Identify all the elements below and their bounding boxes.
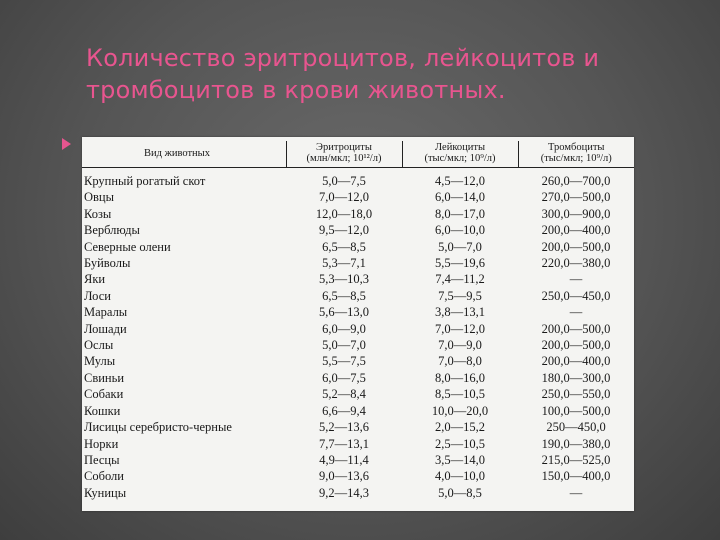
cell-species: Верблюды: [84, 223, 140, 238]
cell-erythrocytes: 5,0—7,5: [322, 174, 366, 188]
table-row: [82, 386, 634, 402]
cell-species: Лисицы серебристо-черные: [84, 420, 232, 435]
cell-erythrocytes: 7,0—12,0: [319, 190, 369, 205]
cell-species: Овцы: [84, 190, 115, 205]
cell-platelets: 150,0—400,0: [541, 469, 611, 484]
cell-leukocytes: 6,0—14,0: [435, 190, 485, 205]
table-row: [82, 222, 634, 238]
cell-platelets: 300,0—900,0: [541, 206, 611, 221]
cell-erythrocytes: 5,0—7,0: [322, 338, 366, 353]
cell-erythrocytes: 6,5—8,5: [322, 288, 366, 303]
cell-platelets: 200,0—400,0: [541, 354, 611, 369]
cell-erythrocytes: 7,7—13,1: [319, 436, 369, 451]
cell-erythrocytes: 5,3—7,1: [322, 256, 366, 271]
cell-erythrocytes: 6,6—9,4: [322, 403, 366, 418]
cell-erythrocytes: 6,0—7,5: [322, 370, 366, 385]
cell-platelets: —: [569, 272, 583, 287]
cell-platelets: 220,0—380,0: [541, 256, 611, 271]
cell-species: Козы: [84, 206, 112, 221]
table-row: [82, 468, 634, 484]
cell-leukocytes: 7,0—12,0: [435, 321, 485, 336]
cell-leukocytes: 8,0—17,0: [435, 206, 485, 221]
cell-species: Кошки: [84, 403, 121, 418]
cell-erythrocytes: 12,0—18,0: [315, 206, 373, 221]
cell-leukocytes: 8,5—10,5: [435, 387, 485, 402]
cell-leukocytes: 3,5—14,0: [435, 452, 485, 467]
cell-species: Песцы: [84, 452, 120, 467]
table-row: [82, 271, 634, 287]
cell-platelets: —: [569, 485, 583, 500]
cell-erythrocytes: 9,0—13,6: [319, 469, 369, 484]
cell-platelets: 200,0—500,0: [541, 239, 611, 254]
cell-leukocytes: 5,0—7,0: [438, 239, 482, 254]
slide-title-line-1: Количество эритроцитов, лейкоцитов и: [86, 44, 600, 72]
cell-platelets: 200,0—500,0: [541, 321, 611, 336]
table-row: [82, 206, 634, 222]
cell-species: Соболи: [84, 469, 124, 484]
table-row: [82, 452, 634, 468]
cell-platelets: 250,0—550,0: [541, 387, 611, 402]
cell-leukocytes: 10,0—20,0: [431, 403, 489, 418]
cell-erythrocytes: 9,2—14,3: [319, 485, 369, 500]
cell-leukocytes: 4,0—10,0: [435, 469, 485, 484]
cell-leukocytes: 2,0—15,2: [435, 420, 485, 435]
cell-erythrocytes: 5,3—10,3: [319, 272, 369, 287]
cell-platelets: 180,0—300,0: [541, 370, 611, 385]
header-species: Вид животных: [82, 141, 286, 168]
table-row: [82, 189, 634, 205]
table-row: [82, 436, 634, 452]
table-row: [82, 304, 634, 320]
cell-species: Собаки: [84, 387, 124, 402]
cell-leukocytes: 4,5—12,0: [435, 174, 485, 188]
cell-platelets: 200,0—400,0: [541, 223, 611, 238]
table-row: [82, 239, 634, 255]
table-row: [82, 370, 634, 386]
cell-species: Яки: [84, 272, 106, 287]
cell-leukocytes: 2,5—10,5: [435, 436, 485, 451]
table-header-row: [82, 141, 634, 168]
table-row: [82, 419, 634, 435]
table-row: [82, 353, 634, 369]
blood-cells-table: [82, 141, 634, 501]
cell-platelets: 270,0—500,0: [541, 190, 611, 205]
table-row: [82, 288, 634, 304]
cell-leukocytes: 6,0—10,0: [435, 223, 485, 238]
cell-platelets: 100,0—500,0: [541, 403, 611, 418]
header-erythrocytes: Эритроциты (млн/мкл; 10¹²/л): [286, 141, 402, 168]
cell-species: Крупный рогатый скот: [84, 174, 206, 188]
slide-title-line-2: тромбоцитов в крови животных.: [86, 76, 506, 104]
cell-erythrocytes: 5,2—13,6: [319, 420, 369, 435]
cell-species: Лошади: [84, 321, 127, 336]
cell-leukocytes: 8,0—16,0: [435, 370, 485, 385]
cell-erythrocytes: 5,5—7,5: [322, 354, 366, 369]
cell-species: Лоси: [84, 288, 111, 303]
cell-species: Норки: [84, 436, 119, 451]
cell-platelets: 260,0—700,0: [541, 174, 611, 188]
cell-leukocytes: 7,5—9,5: [438, 288, 482, 303]
header-leukocytes: Лейкоциты (тыс/мкл; 10⁹/л): [402, 141, 518, 168]
cell-erythrocytes: 5,6—13,0: [319, 305, 369, 320]
cell-leukocytes: 5,0—8,5: [438, 485, 482, 500]
cell-platelets: 190,0—380,0: [541, 436, 611, 451]
cell-leukocytes: 7,4—11,2: [435, 272, 485, 287]
cell-erythrocytes: 5,2—8,4: [322, 387, 366, 402]
cell-platelets: —: [569, 305, 583, 320]
cell-species: Северные олени: [84, 239, 171, 254]
table-row: [82, 321, 634, 337]
bullet-arrow-icon: [62, 138, 71, 150]
cell-erythrocytes: 6,5—8,5: [322, 239, 366, 254]
cell-leukocytes: 3,8—13,1: [435, 305, 485, 320]
cell-platelets: 250,0—450,0: [541, 288, 611, 303]
cell-species: Свиньи: [84, 370, 125, 385]
cell-erythrocytes: 4,9—11,4: [319, 452, 369, 467]
cell-platelets: 250—450,0: [546, 420, 606, 435]
cell-platelets: 200,0—500,0: [541, 338, 611, 353]
cell-leukocytes: 7,0—9,0: [438, 338, 482, 353]
cell-platelets: 215,0—525,0: [541, 452, 611, 467]
table-row: [82, 485, 634, 501]
table-scan-image: [82, 137, 634, 511]
cell-species: Ослы: [84, 338, 114, 353]
slide-title: [86, 42, 686, 106]
cell-species: Мулы: [84, 354, 116, 369]
header-platelets: Тромбоциты (тыс/мкл; 10⁹/л): [518, 141, 634, 168]
cell-species: Маралы: [84, 305, 128, 320]
table-row: [82, 403, 634, 419]
table-row: [82, 337, 634, 353]
cell-leukocytes: 5,5—19,6: [435, 256, 485, 271]
cell-erythrocytes: 6,0—9,0: [322, 321, 366, 336]
table-body: [82, 168, 634, 502]
cell-species: Куницы: [84, 485, 127, 500]
cell-species: Буйволы: [84, 256, 131, 271]
cell-erythrocytes: 9,5—12,0: [319, 223, 369, 238]
table-row: [82, 168, 634, 190]
cell-leukocytes: 7,0—8,0: [438, 354, 482, 369]
table-row: [82, 255, 634, 271]
